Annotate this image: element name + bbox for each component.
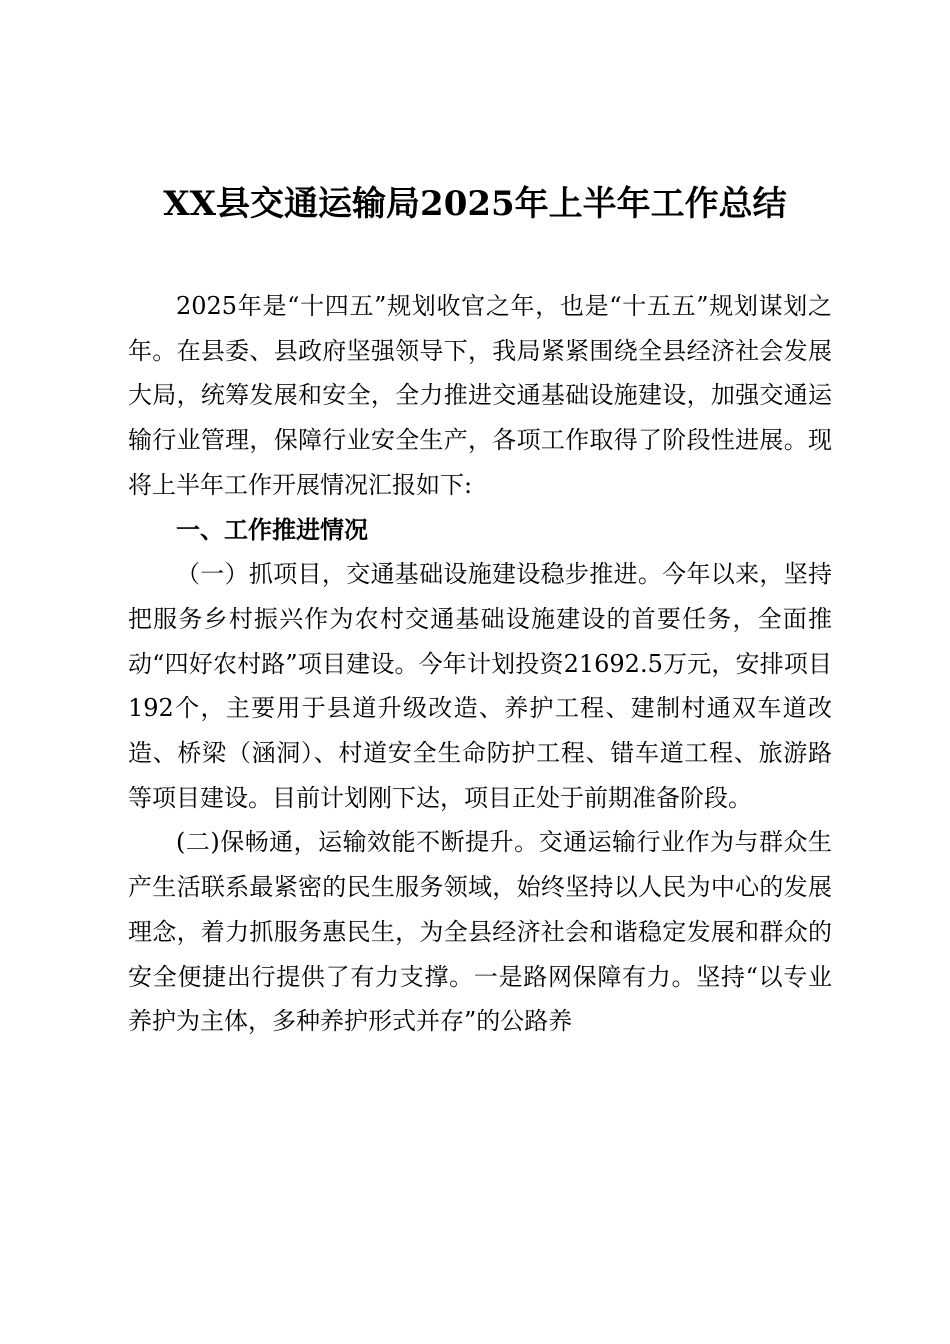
section-heading: 一、工作推进情况 [176, 515, 368, 544]
intro-paragraph: 2025年是“十四五”规划收官之年，也是“十五五”规划谋划之年。在县委、县政府坚强领导下，我局紧紧围绕全县经济社会发展大局，统筹发展和安全，全力推进交通基础设施建设，加强交通运输行业管理，保障行业安全生产，各项工作取得了阶段性进展。现将上半年工作开展情况汇报如下: [128, 292, 832, 499]
subsection-paragraph-1: （一）抓项目，交通基础设施建设稳步推进。今年以来，坚持把服务乡村振兴作为农村交通基础设施建设的首要任务，全面推动“四好农村路”项目建设。今年计划投资21692.5万元，安排项目192个，主要用于县道升级改造、养护工程、建制村通双车道改造、桥梁（涵洞）、村道安全生命防护工程、错车道工程、旅游路等项目建设。目前计划刚下达，项目正处于前期准备阶段。 [128, 560, 832, 812]
document-title: XX县交通运输局2025年上半年工作总结 [163, 184, 787, 224]
subsection-paragraph-2: (二)保畅通，运输效能不断提升。交通运输行业作为与群众生产生活联系最紧密的民生服务领域，始终坚持以人民为中心的发展理念，着力抓服务惠民生，为全县经济社会和谐稳定发展和群众的安全便捷出行提供了有力支撑。一是路网保障有力。坚持“以专业养护为主体，多种养护形式并存”的公路养 [128, 828, 832, 1036]
document-body [128, 284, 832, 1044]
